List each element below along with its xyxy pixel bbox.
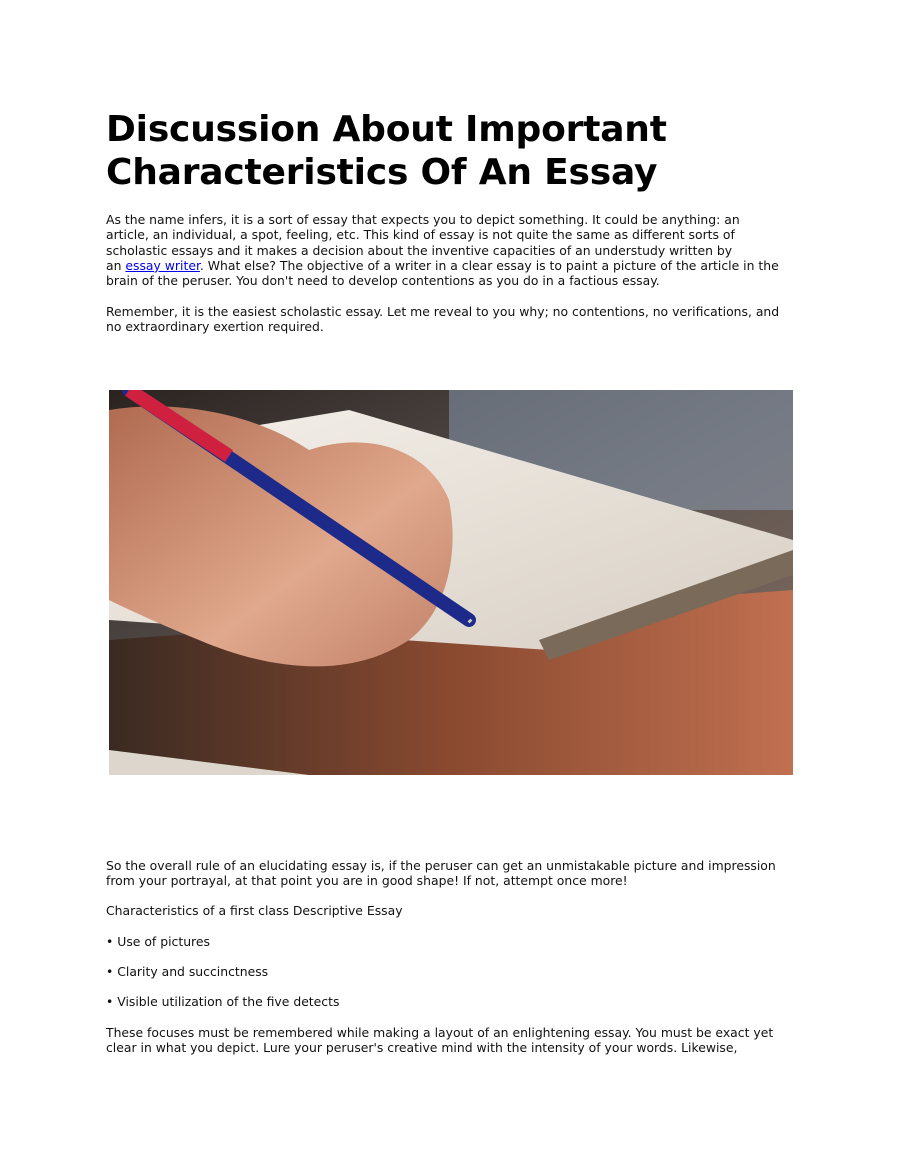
bullet-item: • Use of pictures xyxy=(106,934,210,949)
characteristics-heading: Characteristics of a first class Descriptive Essay xyxy=(106,903,403,918)
text-line: scholastic essays and it makes a decision about the inventive capacities of an understudy written by xyxy=(106,242,733,258)
text-line: So the overall rule of an elucidating essay is, if the peruser can get an unmistakable picture and impression xyxy=(106,858,776,873)
intro-paragraph xyxy=(106,212,779,288)
bullet-item: • Visible utilization of the five detects xyxy=(106,994,340,1009)
bullet-item: • Clarity and succinctness xyxy=(106,964,269,979)
title-line: Characteristics Of An Essay xyxy=(106,152,658,193)
writing-hand-photo xyxy=(109,390,793,775)
text-line: These focuses must be remembered while making a layout of an enlightening essay. You must be exact yet xyxy=(106,1025,774,1040)
text-line: brain of the peruser. You don't need to develop contentions as you do in a factious essay. xyxy=(106,273,660,289)
text-fragment: an xyxy=(106,257,126,273)
text-line: no extraordinary exertion required. xyxy=(106,319,324,335)
text-line: Remember, it is the easiest scholastic essay. Let me reveal to you why; no contentions, no verifications, and xyxy=(106,304,780,319)
page-title xyxy=(106,108,667,194)
text-fragment: . What else? The objective of a writer in a clear essay is to paint a picture of the article in the xyxy=(199,257,779,273)
text-line: article, an individual, a spot, feeling, etc. This kind of essay is not quite the same as different sorts of xyxy=(106,227,735,243)
paragraph-4 xyxy=(106,1025,773,1056)
title-line: Discussion About Important xyxy=(106,109,667,150)
text-line xyxy=(106,258,779,273)
paragraph-3 xyxy=(106,858,776,889)
text-line: As the name infers, it is a sort of essay that expects you to depict something. It could be anything: an xyxy=(106,212,740,227)
text-line: clear in what you depict. Lure your peruser's creative mind with the intensity of your words. Likewise, xyxy=(106,1040,738,1056)
text-line: from your portrayal, at that point you are in good shape! If not, attempt once more! xyxy=(106,873,628,889)
paragraph-2 xyxy=(106,304,779,335)
essay-writer-link[interactable]: essay writer xyxy=(125,257,200,273)
